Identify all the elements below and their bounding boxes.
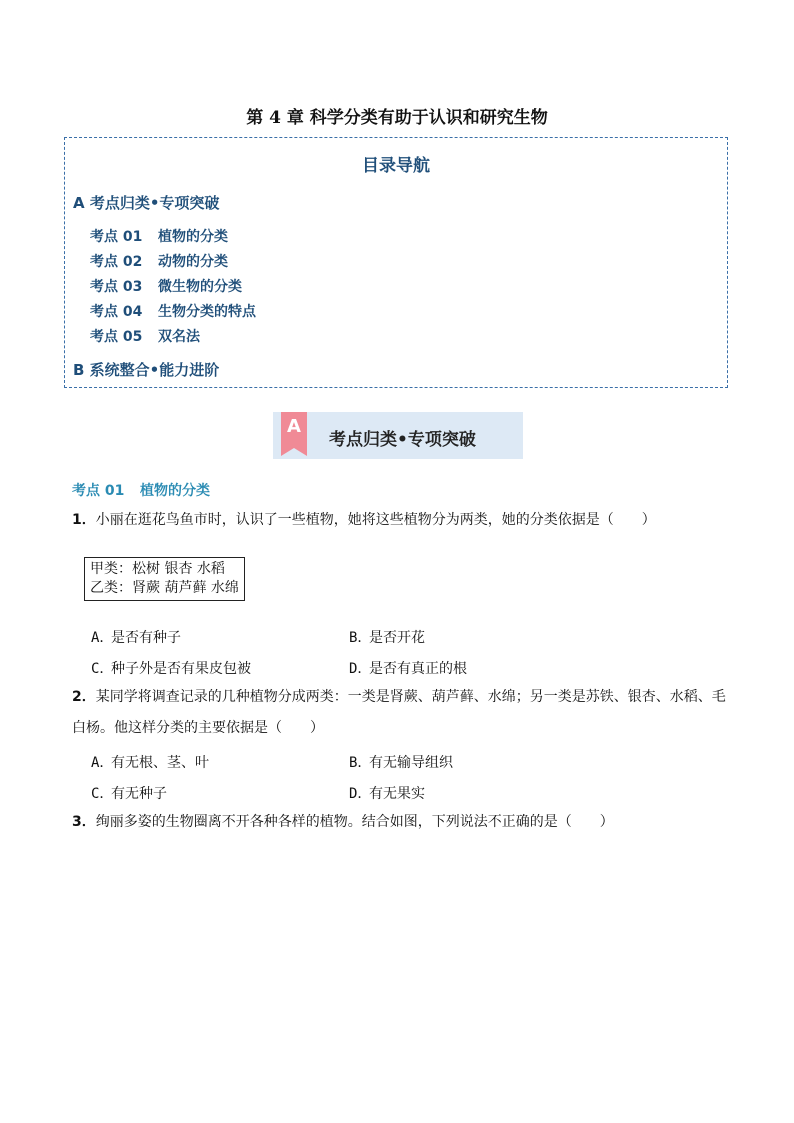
option-a[interactable]: A．有无根、茎、叶	[91, 755, 209, 771]
toc-item[interactable]: 考点 02 动物的分类	[90, 254, 228, 270]
option-a[interactable]: A．是否有种子	[91, 630, 181, 646]
question-1: 1．小丽在逛花鸟鱼市时，认识了一些植物，她将这些植物分为两类，她的分类依据是（ ）	[72, 512, 656, 528]
toc-item[interactable]: 考点 01 植物的分类	[90, 229, 228, 245]
question-3: 3．绚丽多姿的生物圈离不开各种各样的植物。结合如图，下列说法不正确的是（ ）	[72, 814, 614, 830]
banner-badge-letter: A	[287, 416, 301, 437]
option-d[interactable]: D．是否有真正的根	[349, 661, 467, 677]
banner-title: 考点归类•专项突破	[329, 430, 476, 450]
option-b[interactable]: B．是否开花	[349, 630, 425, 646]
toc-heading: 目录导航	[362, 156, 430, 176]
document-title: 第 4 章 科学分类有助于认识和研究生物	[246, 108, 548, 128]
toc-section-a[interactable]: A 考点归类•专项突破	[73, 194, 220, 212]
table-of-contents	[64, 137, 728, 388]
kaodian-heading: 考点 01 植物的分类	[72, 483, 210, 499]
classification-box: 甲类：松树 银杏 水稻 乙类：肾蕨 葫芦藓 水绵	[84, 557, 245, 601]
toc-item[interactable]: 考点 04 生物分类的特点	[90, 304, 256, 320]
option-c[interactable]: C．种子外是否有果皮包被	[91, 661, 251, 677]
toc-item[interactable]: 考点 03 微生物的分类	[90, 279, 242, 295]
toc-item[interactable]: 考点 05 双名法	[90, 329, 200, 345]
option-d[interactable]: D．有无果实	[349, 786, 425, 802]
option-b[interactable]: B．有无输导组织	[349, 755, 453, 771]
question-2: 2．某同学将调查记录的几种植物分成两类：一类是肾蕨、葫芦藓、水绵；另一类是苏铁、银杏、水稻、毛白杨。他这样分类的主要依据是（ ）	[72, 689, 726, 736]
section-banner	[273, 412, 523, 459]
toc-section-b[interactable]: B 系统整合•能力进阶	[73, 361, 220, 379]
option-c[interactable]: C．有无种子	[91, 786, 167, 802]
